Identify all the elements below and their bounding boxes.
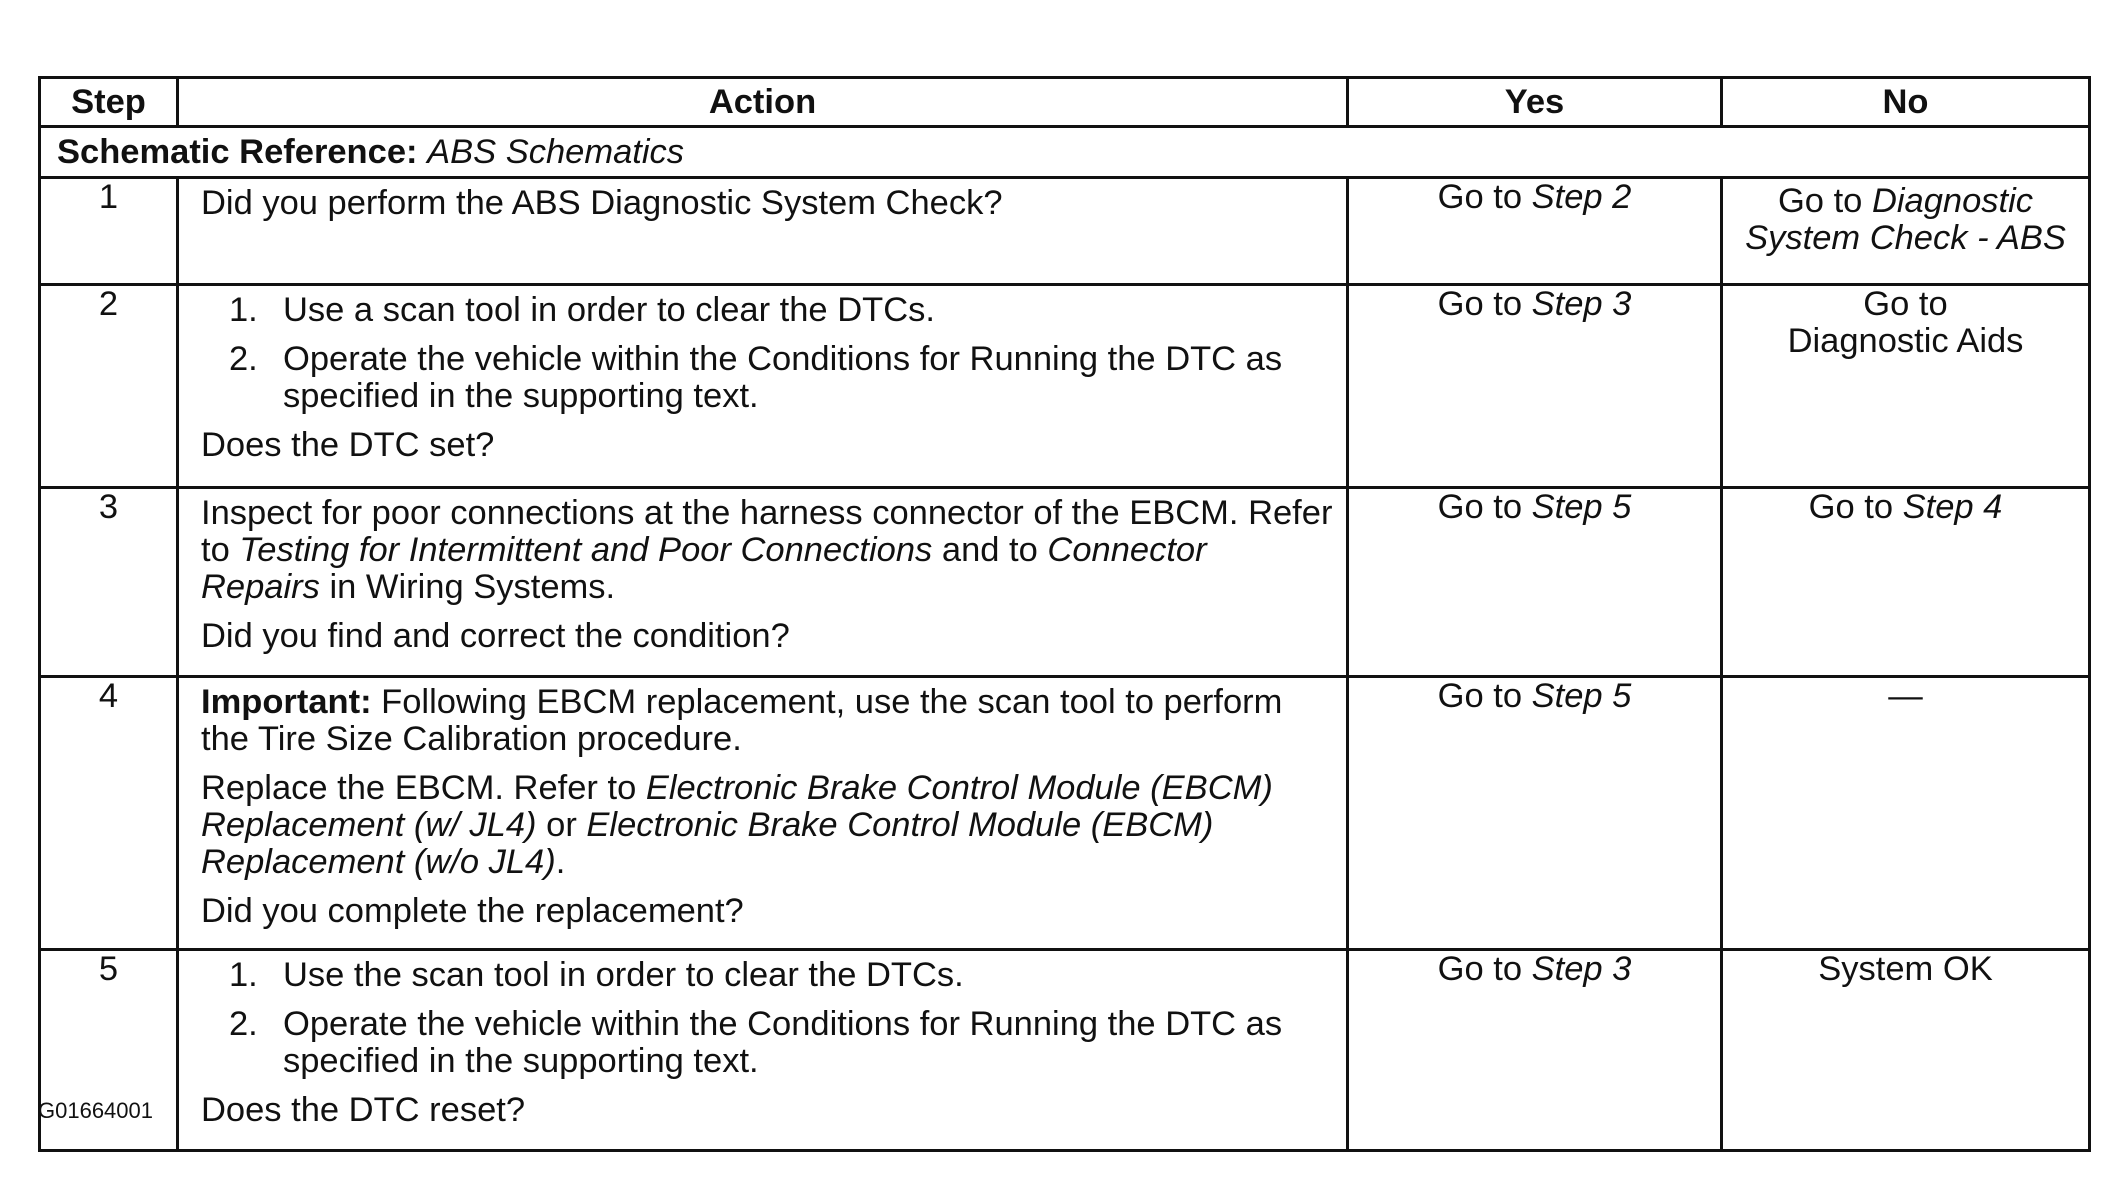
no-link-line1[interactable]: Diagnostic bbox=[1871, 182, 2034, 220]
list-number: 2. bbox=[229, 1005, 258, 1043]
yes-prefix: Go to bbox=[1437, 950, 1532, 988]
no-link-line2[interactable]: System Check - ABS bbox=[1745, 219, 2066, 257]
diagnostic-table bbox=[38, 76, 2091, 1152]
yes-result bbox=[1348, 677, 1722, 950]
step-question: Did you find and correct the condition? bbox=[201, 617, 790, 655]
yes-link[interactable]: Step 3 bbox=[1531, 285, 1632, 323]
no-text-line1: Go to bbox=[1863, 285, 1948, 323]
yes-link[interactable]: Step 5 bbox=[1531, 677, 1632, 715]
step-action bbox=[178, 178, 1348, 285]
list-item bbox=[201, 1006, 1334, 1080]
list-text: Use a scan tool in order to clear the DTCs. bbox=[283, 291, 935, 329]
table-row bbox=[40, 285, 2090, 488]
table-row bbox=[40, 178, 2090, 285]
no-result bbox=[1722, 950, 2090, 1151]
list-item bbox=[201, 957, 1334, 994]
schematic-link[interactable]: ABS Schematics bbox=[427, 132, 685, 171]
important-text: Following EBCM replacement, use the scan tool to perform the Tire Size Calibration procedure. bbox=[201, 683, 1283, 758]
yes-link[interactable]: Step 3 bbox=[1531, 950, 1632, 988]
step-number: 4 bbox=[40, 677, 178, 950]
step-action bbox=[178, 677, 1348, 950]
yes-prefix: Go to bbox=[1437, 677, 1532, 715]
list-item bbox=[201, 292, 1334, 329]
ref-link[interactable]: Connector Repairs bbox=[201, 531, 1207, 606]
no-result bbox=[1722, 488, 2090, 677]
instruction-text: Replace the EBCM. Refer to bbox=[201, 769, 646, 807]
schematic-reference bbox=[40, 127, 2090, 178]
no-dash: — bbox=[1888, 677, 1923, 715]
yes-prefix: Go to bbox=[1437, 488, 1532, 526]
step-question: Did you perform the ABS Diagnostic System Check? bbox=[201, 184, 1003, 222]
figure-id: G01664001 bbox=[38, 1098, 153, 1123]
list-number: 1. bbox=[229, 956, 258, 994]
no-text: System OK bbox=[1818, 950, 1993, 988]
ref-link[interactable]: Testing for Intermittent and Poor Connections bbox=[239, 531, 933, 569]
step-number: 1 bbox=[40, 178, 178, 285]
table-row bbox=[40, 677, 2090, 950]
no-result bbox=[1722, 178, 2090, 285]
yes-link[interactable]: Step 5 bbox=[1531, 488, 1632, 526]
no-result bbox=[1722, 285, 2090, 488]
important-label: Important: bbox=[201, 683, 372, 721]
step-question: Does the DTC reset? bbox=[201, 1091, 526, 1129]
instruction-text: . bbox=[555, 843, 566, 881]
yes-prefix: Go to bbox=[1437, 178, 1532, 216]
yes-result bbox=[1348, 285, 1722, 488]
no-result bbox=[1722, 677, 2090, 950]
table-row bbox=[40, 488, 2090, 677]
ref-link[interactable]: Electronic Brake Control Module (EBCM) Replacement (w/ JL4) bbox=[201, 769, 1273, 844]
no-prefix: Go to bbox=[1777, 182, 1872, 220]
instruction-text: and to bbox=[932, 531, 1048, 569]
step-number: 2 bbox=[40, 285, 178, 488]
list-text: Operate the vehicle within the Conditions for Running the DTC as specified in the supporting text. bbox=[283, 340, 1283, 415]
no-prefix: Go to bbox=[1808, 488, 1903, 526]
important-note bbox=[201, 684, 1334, 758]
step-number: 3 bbox=[40, 488, 178, 677]
header-step: Step bbox=[40, 78, 178, 127]
list-item bbox=[201, 341, 1334, 415]
schematic-row bbox=[40, 127, 2090, 178]
yes-link[interactable]: Step 2 bbox=[1531, 178, 1632, 216]
step-action bbox=[178, 950, 1348, 1151]
schematic-label: Schematic Reference: bbox=[57, 132, 418, 171]
table-row bbox=[40, 950, 2090, 1151]
step-list bbox=[201, 292, 1334, 415]
list-number: 2. bbox=[229, 340, 258, 378]
step-instruction bbox=[201, 770, 1334, 881]
step-list bbox=[201, 957, 1334, 1080]
yes-result bbox=[1348, 488, 1722, 677]
step-action bbox=[178, 488, 1348, 677]
step-action bbox=[178, 285, 1348, 488]
step-instruction bbox=[201, 495, 1334, 606]
header-no: No bbox=[1722, 78, 2090, 127]
step-question: Did you complete the replacement? bbox=[201, 892, 744, 930]
no-text-line2[interactable]: Diagnostic Aids bbox=[1787, 322, 2024, 360]
header-row bbox=[40, 78, 2090, 127]
list-text: Use the scan tool in order to clear the DTCs. bbox=[283, 956, 964, 994]
step-number: 5 bbox=[40, 950, 178, 1151]
header-action: Action bbox=[178, 78, 1348, 127]
instruction-text: Inspect for poor connections at the harness connector of the EBCM. Refer to bbox=[201, 494, 1333, 569]
step-question: Does the DTC set? bbox=[201, 426, 495, 464]
ref-link[interactable]: Electronic Brake Control Module (EBCM) Replacement (w/o JL4) bbox=[201, 806, 1214, 881]
instruction-text: in Wiring Systems. bbox=[319, 568, 616, 606]
list-text: Operate the vehicle within the Conditions for Running the DTC as specified in the supporting text. bbox=[283, 1005, 1283, 1080]
list-number: 1. bbox=[229, 291, 258, 329]
yes-prefix: Go to bbox=[1437, 285, 1532, 323]
yes-result bbox=[1348, 178, 1722, 285]
yes-result bbox=[1348, 950, 1722, 1151]
no-link[interactable]: Step 4 bbox=[1902, 488, 2003, 526]
instruction-text: or bbox=[536, 806, 587, 844]
header-yes: Yes bbox=[1348, 78, 1722, 127]
